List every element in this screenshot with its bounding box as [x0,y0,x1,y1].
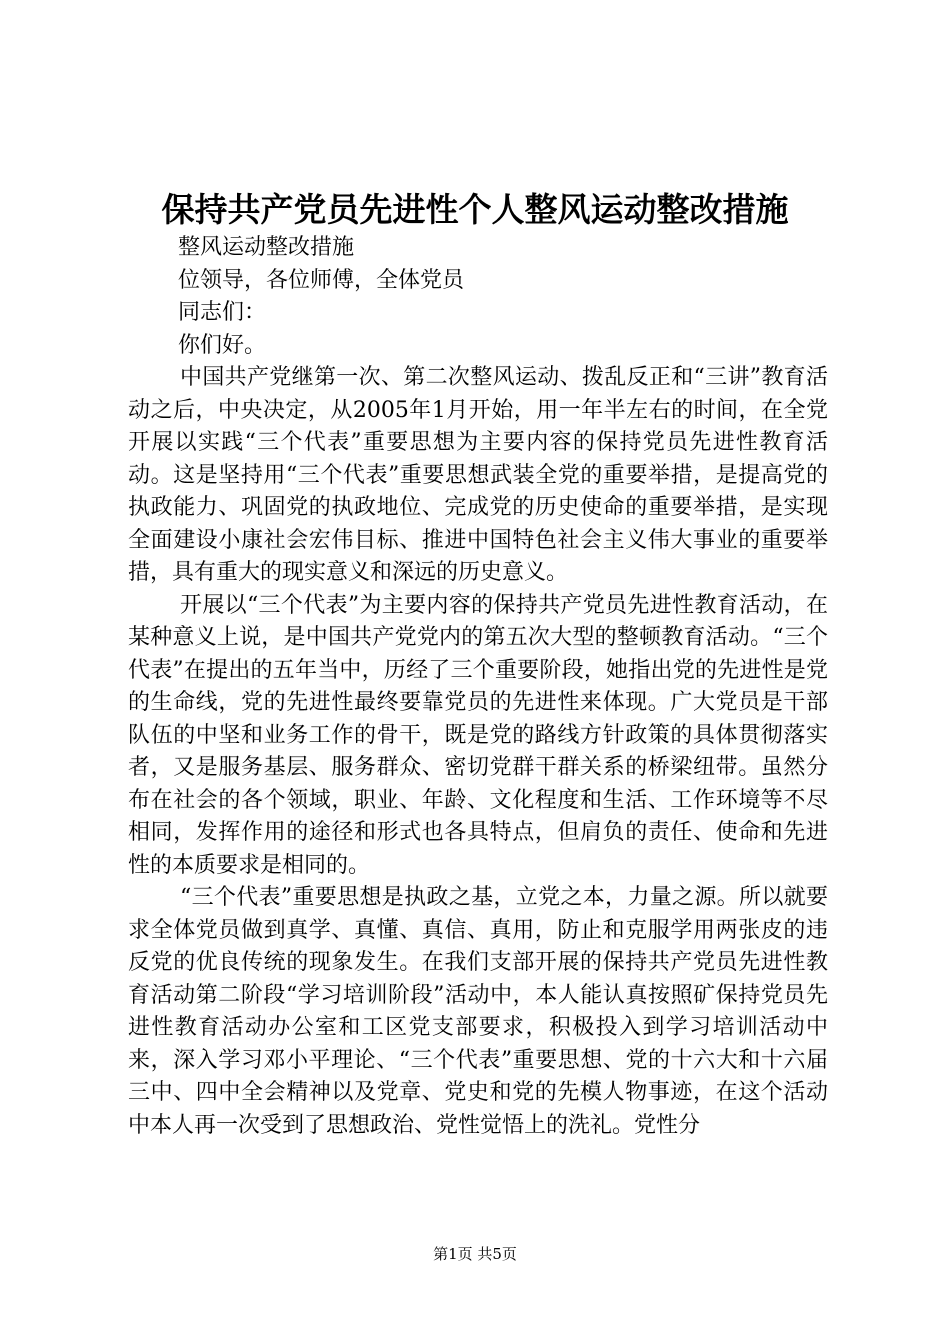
paragraph-3: “三个代表”重要思想是执政之基，立党之本，力量之源。所以就要求全体党员做到真学、真懂、真信、真用，防止和克服学用两张皮的违反党的优良传统的现象发生。在我们支部开展的保持共产党员先进性教育活动第二阶段“学习培训阶段”活动中，本人能认真按照矿保持党员先进性教育活动办公室和工区党支部要求，积极投入到学习培训活动中来，深入学习邓小平理论、“三个代表”重要思想、党的十六大和十六届三中、四中全会精神以及党章、党史和党的先模人物事迹，在这个活动中本人再一次受到了思想政治、党性觉悟上的洗礼。党性分 [128,885,828,1138]
paragraph-1: 中国共产党继第一次、第二次整风运动、拨乱反正和“三讲”教育活动之后，中央决定，从2005年1月开始，用一年半左右的时间，在全党开展以实践“三个代表”重要思想为主要内容的保持党员先进性教育活动。这是坚持用“三个代表”重要思想武装全党的重要举措，是提高党的执政能力、巩固党的执政地位、完成党的历史使命的重要举措，是实现全面建设小康社会宏伟目标、推进中国特色社会主义伟大事业的重要举措，具有重大的现实意义和深远的历史意义。 [128,365,828,585]
intro-line-salutation: 位领导，各位师傅，全体党员 [178,267,465,293]
paragraph-2: 开展以“三个代表”为主要内容的保持共产党员先进性教育活动，在某种意义上说，是中国共产党党内的第五次大型的整顿教育活动。“三个代表”在提出的五年当中，历经了三个重要阶段，她指出党的先进性是党的生命线，党的先进性最终要靠党员的先进性来体现。广大党员是干部队伍的中坚和业务工作的骨干，既是党的路线方针政策的具体贯彻落实者，又是服务基层、服务群众、密切党群干群关系的桥梁纽带。虽然分布在社会的各个领域，职业、年龄、文化程度和生活、工作环境等不尽相同，发挥作用的途径和形式也各具特点，但肩负的责任、使命和先进性的本质要求是相同的。 [128,592,828,878]
document-body [128,232,828,1142]
document-title: 保持共产党员先进性个人整风运动整改措施 [161,190,789,229]
intro-line-heading: 整风运动整改措施 [178,235,355,260]
intro-line-comrades: 同志们： [178,300,267,325]
page-number-footer: 第1页 共5页 [433,1245,517,1263]
intro-line-greeting: 你们好。 [178,332,267,358]
